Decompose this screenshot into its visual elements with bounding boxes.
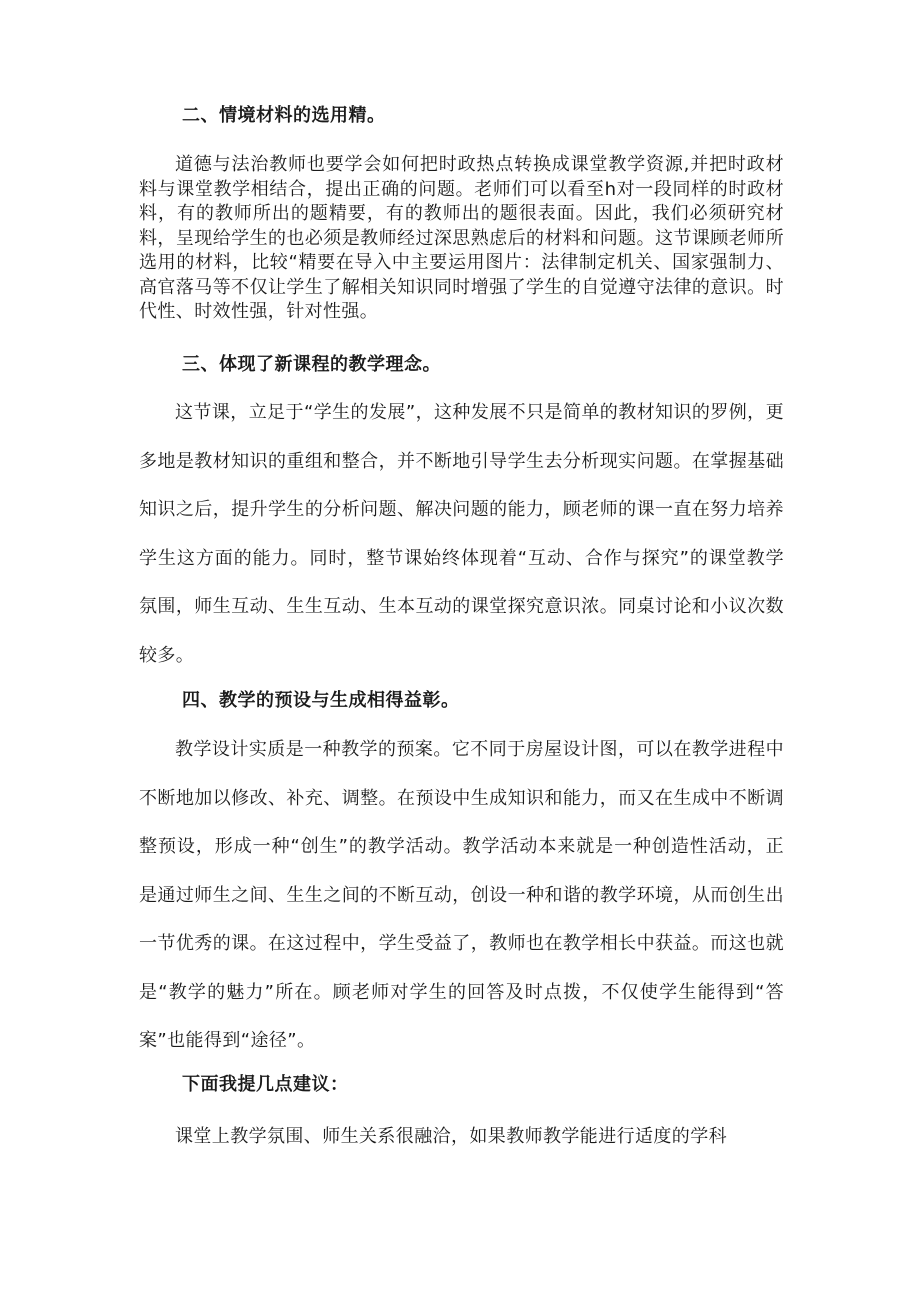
section-paragraph-materials: 道德与法治教师也要学会如何把时政热点转换成课堂教学资源,并把时政材料与课堂教学相结合，提出正确的问题。老师们可以看至h对一段同样的时政材料，有的教师所出的题精要，有的教师出的题很表面。因此，我们必须研究材料，呈现给学生的也必须是教师经过深思熟虑后的材料和问题。这节课顾老师所选用的材料，比较“精要在导入中主要运用图片：法律制定机关、国家强制力、高官落马等不仅让学生了解相关知识同时增强了学生的自觉遵守法律的意识。时代性、时效性强，针对性强。 [139, 154, 784, 322]
section-paragraph-preset-generation: 教学设计实质是一种教学的预案。它不同于房屋设计图，可以在教学进程中不断地加以修改、补充、调整。在预设中生成知识和能力，而又在生成中不断调整预设，形成一种“创生”的教学活动。教学活动本来就是一种创造性活动，正是通过师生之间、生生之间的不断互动，创设一种和谐的教学环境，从而创生出一节优秀的课。在这过程中，学生受益了，教师也在教学相长中获益。而这也就是“教学的魅力”所在。顾老师对学生的回答及时点拨，不仅使学生能得到“答案”也能得到“途径”。 [139, 739, 784, 1051]
section-heading-curriculum: 三、体现了新课程的教学理念。 [182, 354, 441, 375]
section-heading-preset-generation: 四、教学的预设与生成相得益彰。 [182, 690, 460, 711]
section-heading-materials: 二、情境材料的选用精。 [182, 105, 386, 126]
section-heading-suggestions: 下面我提几点建议： [182, 1074, 349, 1095]
section-paragraph-curriculum: 这节课，立足于“学生的发展”，这种发展不只是简单的教材知识的罗例，更多地是教材知识的重组和整合，并不断地引导学生去分析现实问题。在掌握基础知识之后，提升学生的分析问题、解决问题的能力，顾老师的课一直在努力培养学生这方面的能力。同时，整节课始终体现着“互动、合作与探究”的课堂教学氛围，师生互动、生生互动、生本互动的课堂探究意识浓。同桌讨论和小议次数较多。 [139, 402, 784, 666]
section-paragraph-suggestions: 课堂上教学氛围、师生关系很融洽，如果教师教学能进行适度的学科 [175, 1126, 727, 1147]
